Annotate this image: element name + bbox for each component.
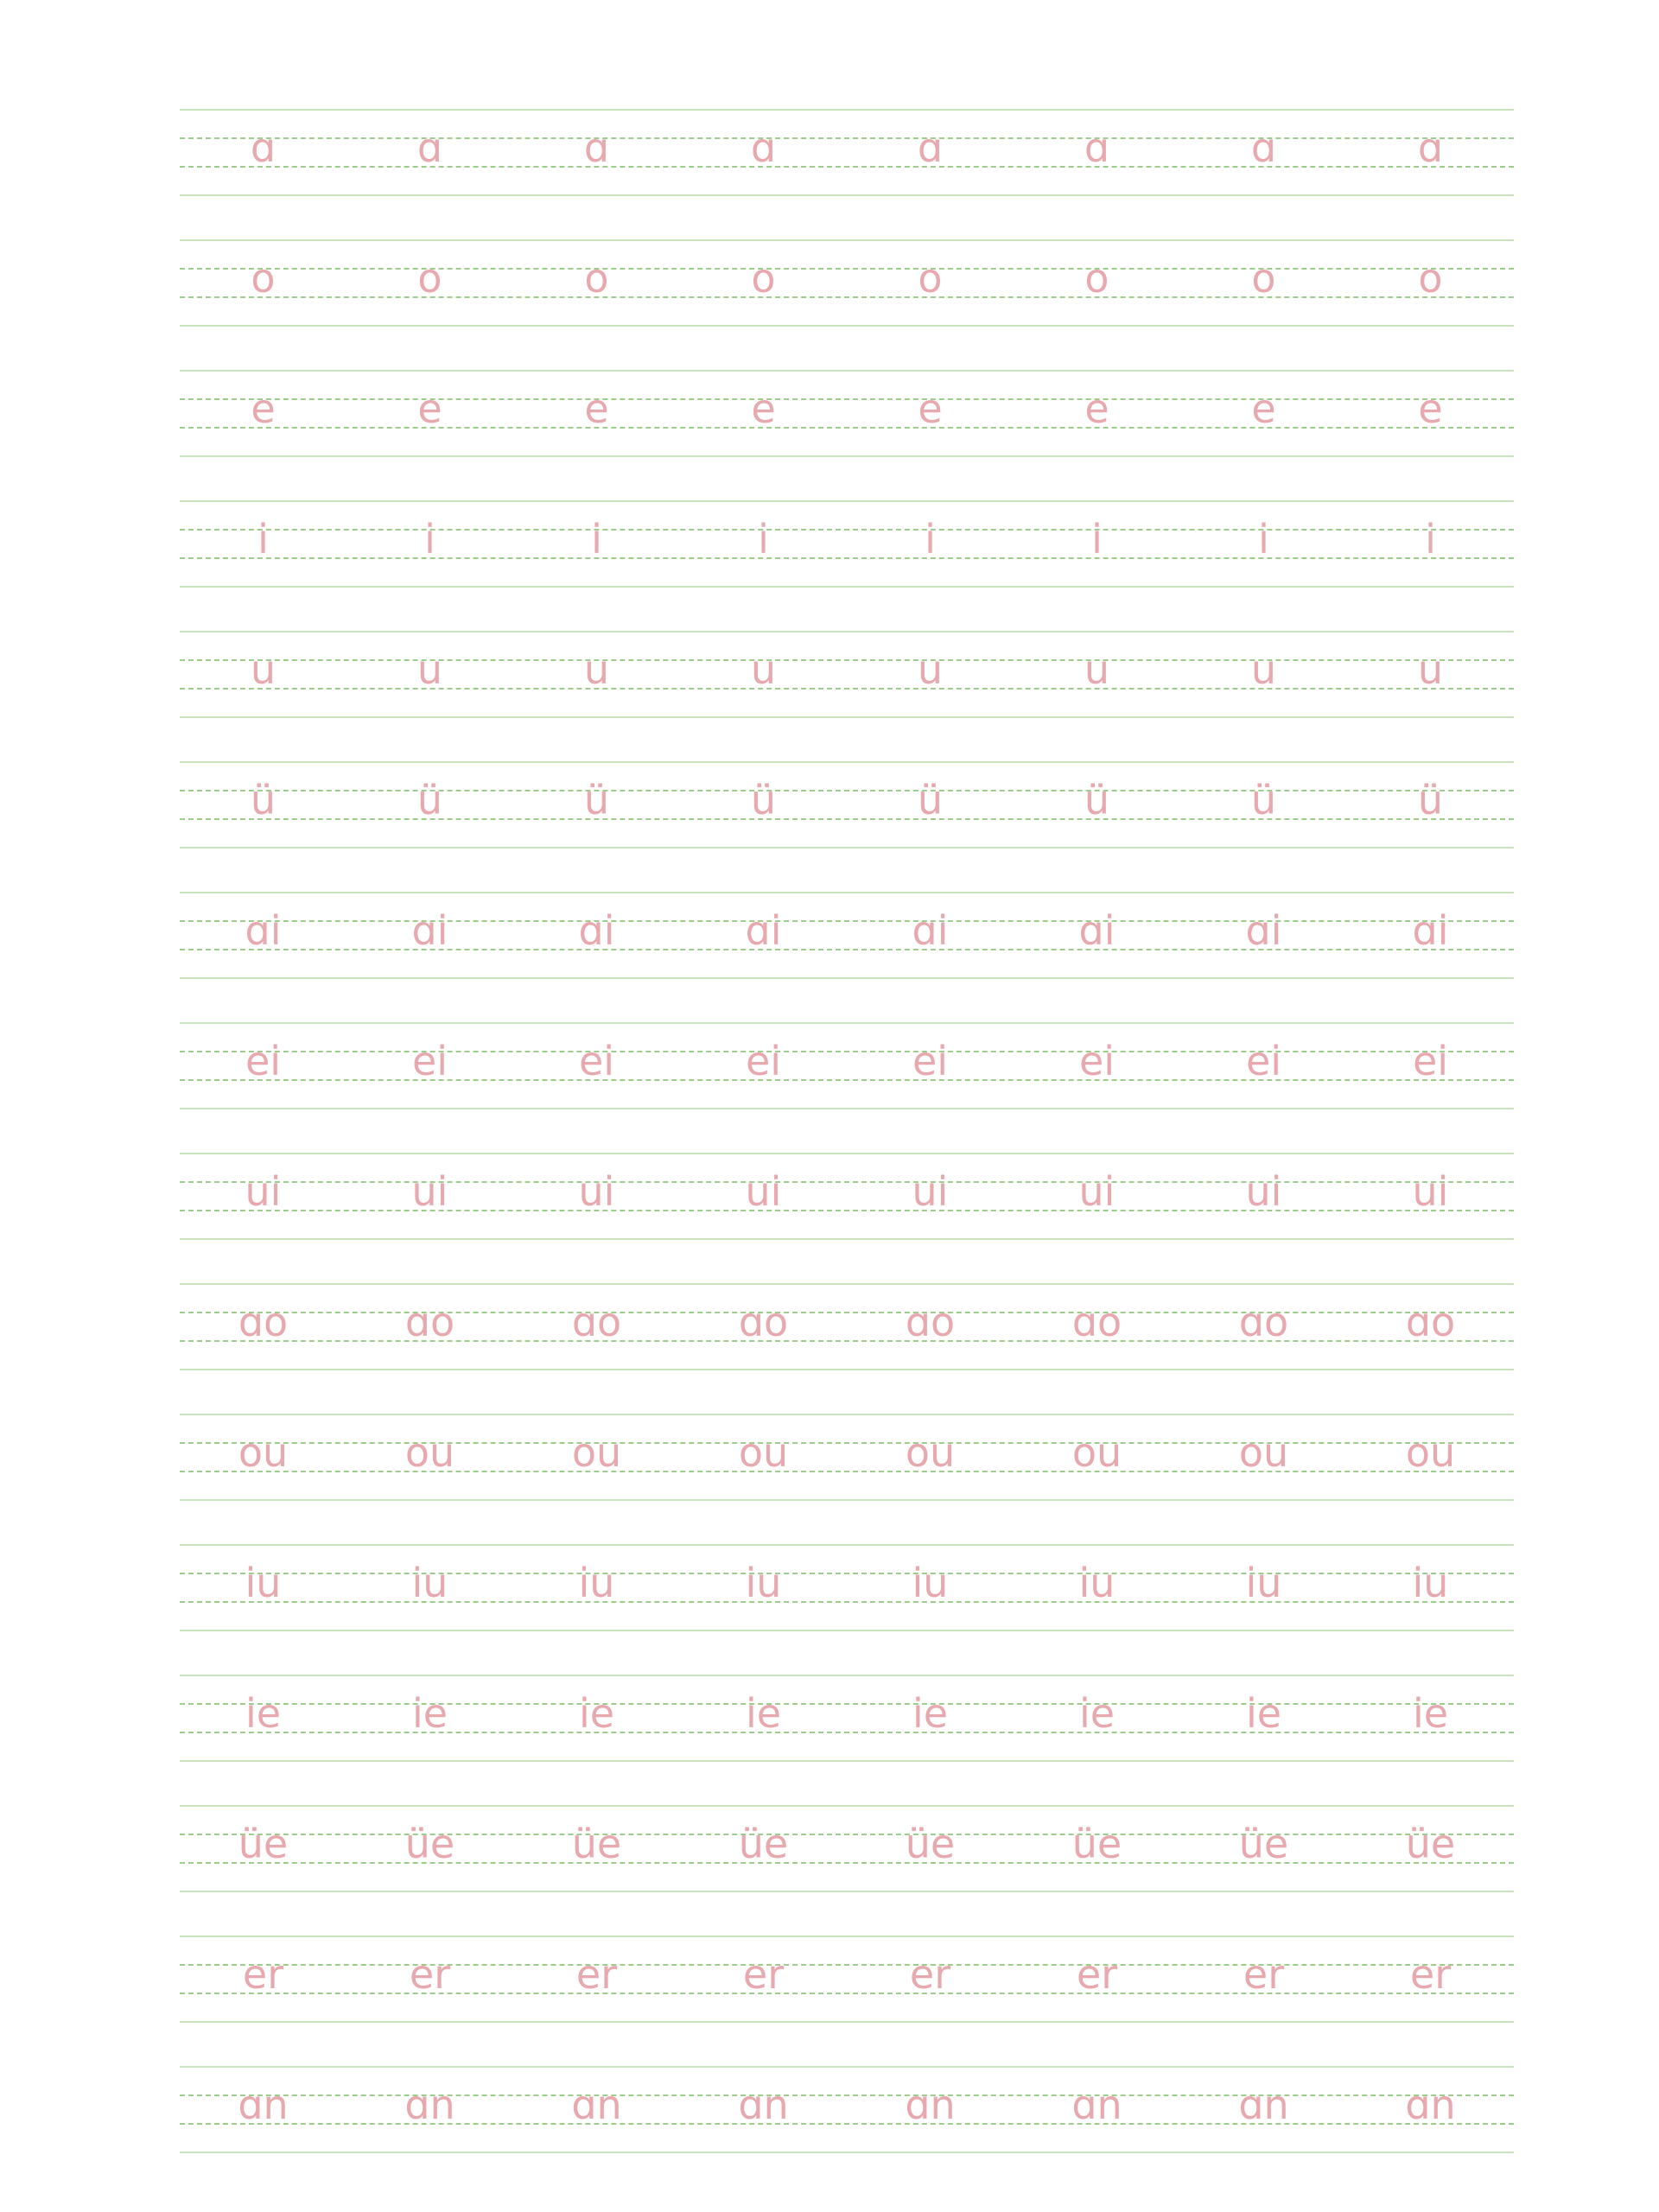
writing-row <box>180 760 1514 848</box>
tracing-cell <box>680 499 847 587</box>
tracing-letter: er <box>1409 1951 1452 1998</box>
tracing-cell <box>1180 1281 1347 1370</box>
tracing-cell <box>847 1412 1014 1500</box>
row-cells <box>180 1151 1514 1239</box>
tracing-cell <box>847 107 1014 195</box>
writing-row <box>180 368 1514 456</box>
tracing-cell <box>180 1542 346 1630</box>
tracing-letter: ɑi <box>245 907 282 954</box>
tracing-cell <box>346 2064 513 2152</box>
tracing-cell <box>847 2064 1014 2152</box>
row-cells <box>180 1542 1514 1630</box>
tracing-cell <box>513 1020 680 1109</box>
tracing-letter: o <box>251 255 276 302</box>
tracing-letter: ei <box>245 1038 282 1084</box>
tracing-letter: ɑ <box>1417 124 1444 171</box>
tracing-letter: ɑn <box>571 2082 622 2128</box>
tracing-cell <box>1180 629 1347 717</box>
tracing-cell <box>1347 1934 1514 2022</box>
tracing-cell <box>346 629 513 717</box>
tracing-cell <box>847 890 1014 978</box>
tracing-letter: ɑ <box>750 124 777 171</box>
tracing-letter: ou <box>1405 1429 1456 1476</box>
tracing-letter: ɑo <box>238 1299 289 1345</box>
tracing-cell <box>346 1151 513 1239</box>
tracing-letter: ɑn <box>905 2082 956 2128</box>
tracing-letter: ü <box>750 777 777 823</box>
tracing-letter: ü <box>917 777 944 823</box>
tracing-letter: ü <box>1084 777 1110 823</box>
tracing-letter: ɑ <box>917 124 944 171</box>
tracing-cell <box>346 368 513 456</box>
tracing-cell <box>680 1151 847 1239</box>
tracing-cell <box>1014 1673 1180 1761</box>
tracing-letter: ei <box>1245 1038 1282 1084</box>
tracing-cell <box>847 499 1014 587</box>
pinyin-worksheet <box>180 107 1514 2195</box>
tracing-cell <box>1180 1151 1347 1239</box>
tracing-cell <box>1014 1281 1180 1370</box>
tracing-letter: o <box>1418 255 1443 302</box>
row-cells <box>180 107 1514 195</box>
tracing-cell <box>346 1673 513 1761</box>
tracing-cell <box>1347 238 1514 326</box>
tracing-letter: iu <box>245 1560 282 1606</box>
tracing-cell <box>1014 890 1180 978</box>
tracing-cell <box>346 238 513 326</box>
tracing-letter: ü <box>250 777 276 823</box>
tracing-letter: ie <box>1412 1690 1449 1737</box>
tracing-cell <box>1180 1542 1347 1630</box>
tracing-cell <box>180 499 346 587</box>
tracing-letter: ü <box>416 777 443 823</box>
tracing-cell <box>513 2064 680 2152</box>
tracing-cell <box>1180 107 1347 195</box>
tracing-cell <box>513 890 680 978</box>
tracing-letter: ɑi <box>578 907 615 954</box>
tracing-cell <box>180 368 346 456</box>
writing-row <box>180 629 1514 717</box>
tracing-cell <box>1180 499 1347 587</box>
tracing-cell <box>346 107 513 195</box>
tracing-letter: üe <box>1405 1821 1456 1867</box>
tracing-letter: o <box>1251 255 1276 302</box>
tracing-letter: üe <box>1238 1821 1289 1867</box>
tracing-cell <box>346 1020 513 1109</box>
tracing-cell <box>847 629 1014 717</box>
tracing-letter: ie <box>912 1690 949 1737</box>
tracing-cell <box>346 1934 513 2022</box>
tracing-cell <box>1014 499 1180 587</box>
tracing-cell <box>1014 1151 1180 1239</box>
tracing-letter: o <box>751 255 776 302</box>
tracing-letter: ɑo <box>738 1299 789 1345</box>
tracing-letter: u <box>1417 646 1444 693</box>
tracing-letter: e <box>751 385 776 432</box>
tracing-cell <box>513 107 680 195</box>
tracing-letter: ɑn <box>738 2082 789 2128</box>
tracing-cell <box>180 2064 346 2152</box>
tracing-cell <box>680 1281 847 1370</box>
tracing-letter: üe <box>905 1821 956 1867</box>
tracing-cell <box>680 890 847 978</box>
tracing-letter: ou <box>404 1429 455 1476</box>
tracing-cell <box>513 1673 680 1761</box>
tracing-cell <box>680 760 847 848</box>
tracing-cell <box>1014 1412 1180 1500</box>
tracing-cell <box>180 1412 346 1500</box>
tracing-letter: er <box>909 1951 951 1998</box>
tracing-letter: ie <box>745 1690 782 1737</box>
tracing-letter: ui <box>912 1168 949 1215</box>
tracing-cell <box>1347 1020 1514 1109</box>
writing-row <box>180 1020 1514 1109</box>
tracing-cell <box>1347 1281 1514 1370</box>
tracing-cell <box>1014 629 1180 717</box>
tracing-letter: ie <box>578 1690 615 1737</box>
row-cells <box>180 368 1514 456</box>
tracing-cell <box>680 629 847 717</box>
tracing-cell <box>1347 368 1514 456</box>
tracing-cell <box>680 1020 847 1109</box>
tracing-letter: ei <box>578 1038 615 1084</box>
tracing-letter: ui <box>745 1168 782 1215</box>
tracing-cell <box>680 1542 847 1630</box>
tracing-cell <box>513 1934 680 2022</box>
tracing-letter: ou <box>1238 1429 1289 1476</box>
tracing-cell <box>1347 1673 1514 1761</box>
writing-row <box>180 499 1514 587</box>
tracing-cell <box>1180 238 1347 326</box>
tracing-cell <box>1180 1412 1347 1500</box>
tracing-letter: i <box>591 516 602 563</box>
tracing-letter: e <box>1084 385 1109 432</box>
row-cells <box>180 1803 1514 1891</box>
tracing-letter: ɑi <box>1245 907 1282 954</box>
tracing-letter: üe <box>238 1821 289 1867</box>
row-cells <box>180 629 1514 717</box>
tracing-letter: er <box>575 1951 618 1998</box>
tracing-letter: ɑi <box>912 907 949 954</box>
tracing-cell <box>513 760 680 848</box>
tracing-letter: iu <box>578 1560 615 1606</box>
tracing-cell <box>1014 1020 1180 1109</box>
tracing-cell <box>180 1281 346 1370</box>
tracing-letter: ou <box>571 1429 622 1476</box>
tracing-letter: ɑ <box>1084 124 1110 171</box>
tracing-letter: u <box>416 646 443 693</box>
tracing-cell <box>680 107 847 195</box>
tracing-letter: e <box>251 385 276 432</box>
tracing-cell <box>1347 1542 1514 1630</box>
tracing-cell <box>680 1412 847 1500</box>
writing-row <box>180 1151 1514 1239</box>
tracing-letter: ei <box>411 1038 448 1084</box>
tracing-cell <box>1347 1412 1514 1500</box>
tracing-letter: i <box>758 516 769 563</box>
tracing-cell <box>1180 1673 1347 1761</box>
tracing-letter: e <box>417 385 442 432</box>
tracing-letter: e <box>1418 385 1443 432</box>
tracing-letter: iu <box>1078 1560 1116 1606</box>
tracing-cell <box>346 1281 513 1370</box>
tracing-letter: ei <box>1412 1038 1449 1084</box>
tracing-letter: ou <box>905 1429 956 1476</box>
tracing-letter: iu <box>411 1560 448 1606</box>
tracing-cell <box>1347 760 1514 848</box>
tracing-cell <box>180 1803 346 1891</box>
tracing-cell <box>1347 890 1514 978</box>
tracing-letter: u <box>1250 646 1277 693</box>
tracing-cell <box>847 368 1014 456</box>
writing-row <box>180 1803 1514 1891</box>
tracing-cell <box>180 1934 346 2022</box>
tracing-letter: ɑn <box>404 2082 455 2128</box>
tracing-letter: i <box>257 516 269 563</box>
writing-row <box>180 1542 1514 1630</box>
writing-row <box>180 2064 1514 2152</box>
tracing-letter: ui <box>1245 1168 1282 1215</box>
tracing-cell <box>180 107 346 195</box>
tracing-cell <box>1014 2064 1180 2152</box>
row-cells <box>180 890 1514 978</box>
tracing-letter: o <box>918 255 943 302</box>
tracing-letter: i <box>1258 516 1269 563</box>
tracing-cell <box>1014 1542 1180 1630</box>
tracing-cell <box>1014 1803 1180 1891</box>
tracing-cell <box>847 1803 1014 1891</box>
tracing-letter: ui <box>245 1168 282 1215</box>
tracing-letter: ɑi <box>745 907 782 954</box>
tracing-cell <box>1014 107 1180 195</box>
tracing-cell <box>680 1673 847 1761</box>
tracing-letter: ɑi <box>1078 907 1116 954</box>
tracing-letter: i <box>925 516 936 563</box>
tracing-letter: ɑ <box>416 124 443 171</box>
tracing-letter: ɑo <box>1405 1299 1456 1345</box>
tracing-letter: ɑn <box>238 2082 289 2128</box>
tracing-cell <box>680 238 847 326</box>
tracing-letter: er <box>242 1951 284 1998</box>
tracing-letter: ie <box>1245 1690 1282 1737</box>
tracing-cell <box>513 629 680 717</box>
tracing-cell <box>346 760 513 848</box>
tracing-letter: ɑo <box>1071 1299 1122 1345</box>
tracing-cell <box>513 238 680 326</box>
writing-row <box>180 107 1514 195</box>
tracing-letter: ɑ <box>583 124 610 171</box>
tracing-letter: ɑ <box>250 124 276 171</box>
tracing-cell <box>180 1151 346 1239</box>
tracing-cell <box>513 1281 680 1370</box>
tracing-letter: ui <box>1412 1168 1449 1215</box>
writing-row <box>180 1934 1514 2022</box>
tracing-letter: o <box>584 255 609 302</box>
tracing-cell <box>180 760 346 848</box>
tracing-cell <box>1180 368 1347 456</box>
tracing-letter: ou <box>238 1429 289 1476</box>
tracing-cell <box>346 1542 513 1630</box>
tracing-cell <box>1347 629 1514 717</box>
tracing-letter: üe <box>1071 1821 1122 1867</box>
tracing-cell <box>346 499 513 587</box>
tracing-cell <box>1180 1803 1347 1891</box>
tracing-letter: u <box>1084 646 1110 693</box>
tracing-cell <box>1347 1151 1514 1239</box>
tracing-letter: ɑo <box>905 1299 956 1345</box>
tracing-letter: ie <box>411 1690 448 1737</box>
tracing-letter: e <box>584 385 609 432</box>
tracing-letter: ou <box>738 1429 789 1476</box>
tracing-letter: ɑn <box>1238 2082 1289 2128</box>
tracing-cell <box>1014 1934 1180 2022</box>
tracing-letter: ui <box>1078 1168 1116 1215</box>
tracing-cell <box>847 238 1014 326</box>
tracing-cell <box>1347 499 1514 587</box>
row-cells <box>180 2064 1514 2152</box>
tracing-cell <box>180 890 346 978</box>
tracing-letter: e <box>1251 385 1276 432</box>
tracing-letter: i <box>1425 516 1436 563</box>
writing-row <box>180 238 1514 326</box>
tracing-letter: ɑn <box>1071 2082 1122 2128</box>
tracing-letter: ou <box>1071 1429 1122 1476</box>
tracing-letter: iu <box>912 1560 949 1606</box>
tracing-letter: iu <box>1412 1560 1449 1606</box>
tracing-letter: o <box>1084 255 1109 302</box>
tracing-cell <box>847 1673 1014 1761</box>
tracing-cell <box>1014 760 1180 848</box>
tracing-letter: u <box>917 646 944 693</box>
tracing-letter: iu <box>745 1560 782 1606</box>
row-cells <box>180 1412 1514 1500</box>
tracing-letter: ui <box>578 1168 615 1215</box>
tracing-letter: er <box>1243 1951 1285 1998</box>
tracing-cell <box>847 1281 1014 1370</box>
tracing-cell <box>180 1673 346 1761</box>
tracing-letter: er <box>409 1951 451 1998</box>
tracing-letter: e <box>918 385 943 432</box>
tracing-cell <box>680 368 847 456</box>
tracing-letter: üe <box>738 1821 789 1867</box>
tracing-letter: ü <box>1250 777 1277 823</box>
tracing-cell <box>513 1803 680 1891</box>
tracing-cell <box>513 1412 680 1500</box>
tracing-letter: ie <box>245 1690 282 1737</box>
tracing-cell <box>1347 2064 1514 2152</box>
tracing-cell <box>1347 1803 1514 1891</box>
tracing-cell <box>847 1934 1014 2022</box>
tracing-cell <box>346 1803 513 1891</box>
tracing-cell <box>847 1542 1014 1630</box>
tracing-cell <box>1180 1020 1347 1109</box>
row-cells <box>180 499 1514 587</box>
tracing-cell <box>680 1803 847 1891</box>
tracing-letter: üe <box>404 1821 455 1867</box>
tracing-cell <box>346 1412 513 1500</box>
tracing-cell <box>513 1151 680 1239</box>
writing-row <box>180 1281 1514 1370</box>
tracing-letter: ui <box>411 1168 448 1215</box>
tracing-cell <box>847 1020 1014 1109</box>
tracing-letter: er <box>742 1951 785 1998</box>
tracing-cell <box>1180 2064 1347 2152</box>
tracing-letter: u <box>750 646 777 693</box>
row-cells <box>180 760 1514 848</box>
tracing-letter: üe <box>571 1821 622 1867</box>
row-cells <box>180 238 1514 326</box>
row-cells <box>180 1281 1514 1370</box>
tracing-cell <box>1180 1934 1347 2022</box>
tracing-cell <box>513 368 680 456</box>
tracing-letter: ɑo <box>571 1299 622 1345</box>
tracing-letter: ü <box>583 777 610 823</box>
tracing-cell <box>847 1151 1014 1239</box>
tracing-cell <box>180 629 346 717</box>
tracing-cell <box>1014 238 1180 326</box>
writing-row <box>180 1412 1514 1500</box>
tracing-cell <box>1180 890 1347 978</box>
tracing-letter: ɑi <box>411 907 448 954</box>
tracing-letter: u <box>583 646 610 693</box>
writing-row <box>180 890 1514 978</box>
tracing-letter: iu <box>1245 1560 1282 1606</box>
tracing-cell <box>1014 368 1180 456</box>
tracing-letter: ei <box>1078 1038 1116 1084</box>
tracing-letter: ɑi <box>1412 907 1449 954</box>
row-cells <box>180 1934 1514 2022</box>
tracing-letter: u <box>250 646 276 693</box>
tracing-letter: ü <box>1417 777 1444 823</box>
writing-row <box>180 1673 1514 1761</box>
tracing-letter: ei <box>745 1038 782 1084</box>
tracing-cell <box>180 1020 346 1109</box>
row-cells <box>180 1673 1514 1761</box>
tracing-letter: ɑo <box>404 1299 455 1345</box>
tracing-cell <box>180 238 346 326</box>
tracing-letter: ɑ <box>1250 124 1277 171</box>
tracing-cell <box>680 1934 847 2022</box>
row-cells <box>180 1020 1514 1109</box>
tracing-cell <box>1180 760 1347 848</box>
tracing-letter: i <box>424 516 435 563</box>
tracing-letter: o <box>417 255 442 302</box>
tracing-letter: ɑn <box>1405 2082 1456 2128</box>
tracing-letter: er <box>1076 1951 1118 1998</box>
tracing-cell <box>346 890 513 978</box>
tracing-letter: ei <box>912 1038 949 1084</box>
tracing-letter: ie <box>1078 1690 1116 1737</box>
tracing-letter: ɑo <box>1238 1299 1289 1345</box>
tracing-cell <box>513 499 680 587</box>
tracing-cell <box>680 2064 847 2152</box>
tracing-cell <box>513 1542 680 1630</box>
tracing-cell <box>1347 107 1514 195</box>
tracing-cell <box>847 760 1014 848</box>
tracing-letter: i <box>1091 516 1103 563</box>
